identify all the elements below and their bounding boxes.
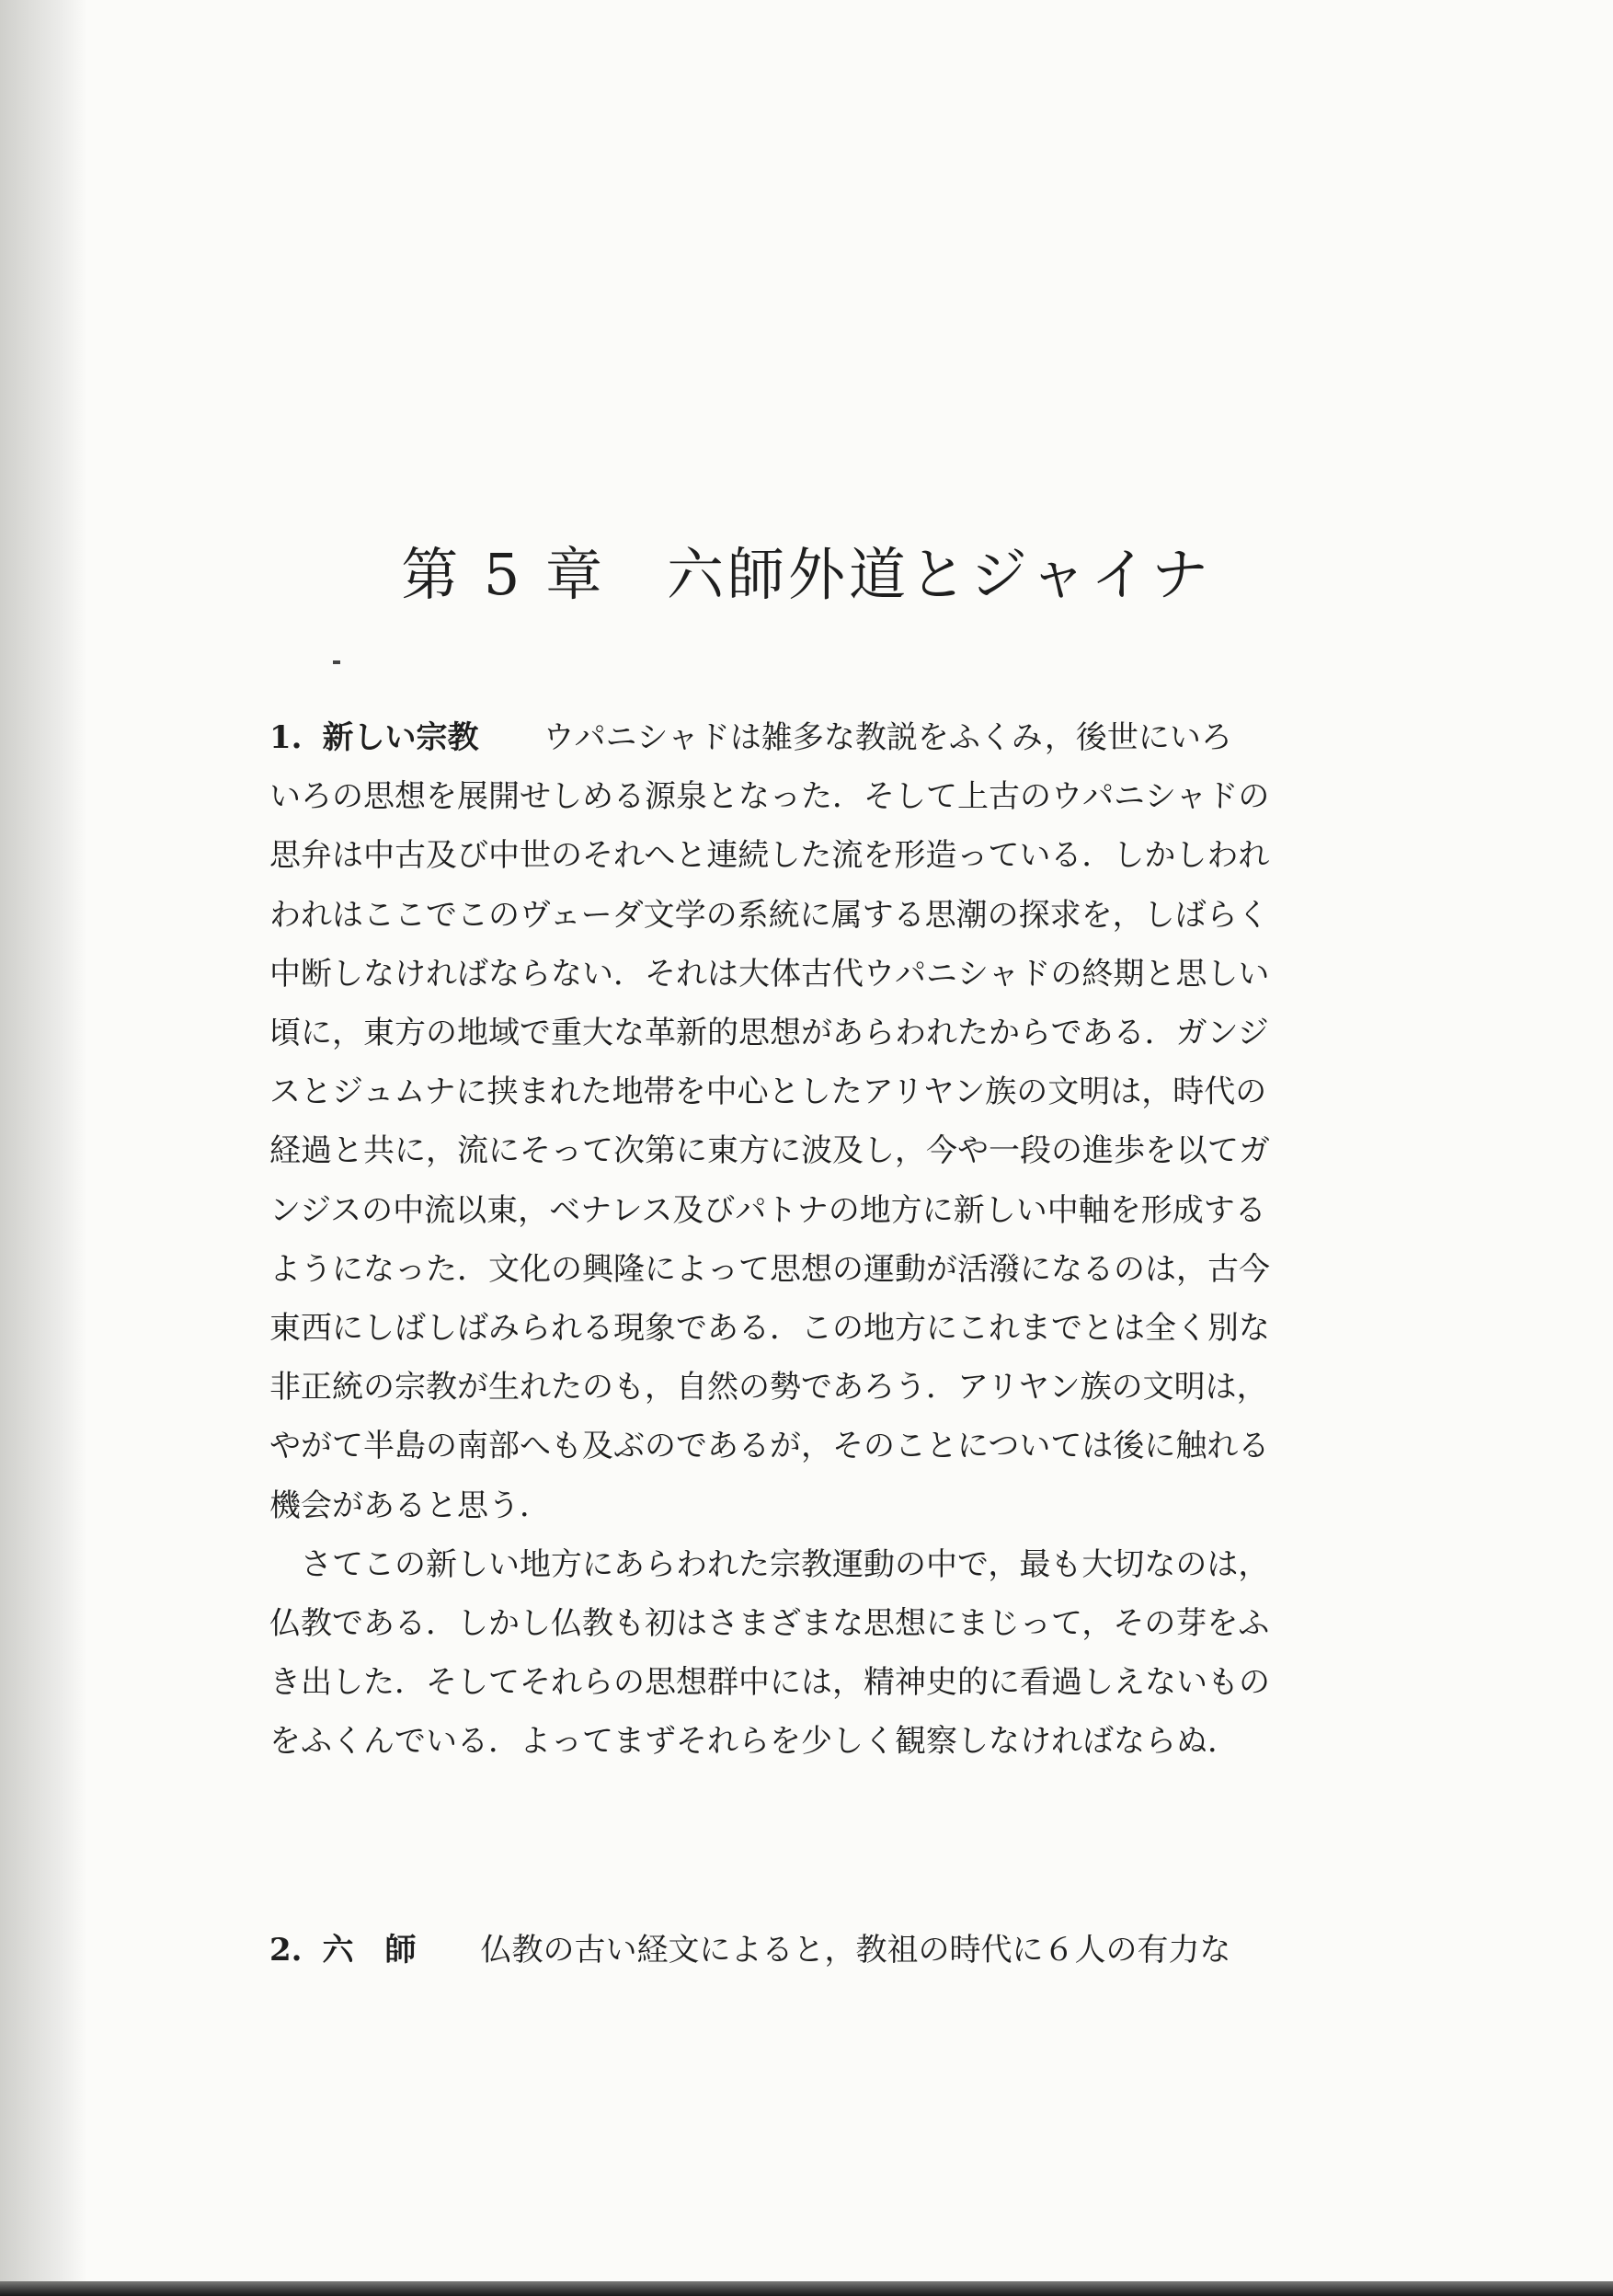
section-1-line: いろの思想を展開せしめる源泉となった．そして上古のウパニシャドの [269,778,1270,816]
section-1-number: 1. [269,719,303,756]
section-1-line: やがて半島の南部へも及ぶのであるが，そのことについては後に触れる [269,1428,1270,1465]
chapter-title: 第 5 章 六師外道とジャイナ [401,541,1212,608]
section-1-para2-line: さてこの新しい地方にあらわれた宗教運動の中で，最も大切なのは， [301,1545,1270,1583]
section-1-line: ウパニシャドは雑多な教説をふくみ，後世にいろ [543,719,1232,756]
page-bottom-edge [0,2281,1613,2296]
section-2-number: 2. [269,1932,303,1969]
section-1-heading: 新しい宗教 [322,719,479,756]
section-1-line: 東西にしばしばみられる現象である．この地方にこれまでとは全く別な [269,1310,1270,1348]
binding-gutter-shadow [0,0,87,2296]
section-1-para2-line: をふくんでいる．よってまずそれらを少しく観察しなければならぬ． [269,1723,1239,1761]
section-1-para2-line: き出した．そしてそれらの思想群中には，精神史的に看過しえないもの [269,1664,1270,1702]
section-2-body [269,1921,1345,1980]
section-1-line: ンジスの中流以東，ベナレス及びパトナの地方に新しい中軸を形成する [269,1191,1266,1229]
section-1-line: われはここでこのヴェーダ文学の系統に属する思潮の探求を，しばらく [269,896,1269,934]
section-1-line: 頃に，東方の地域で重大な革新的思想があらわれたからである．ガンジ [269,1015,1269,1052]
section-2-first-line [269,1921,1345,1980]
section-1-line: ようになった．文化の興隆によって思想の運動が活潑になるのは，古今 [269,1250,1270,1288]
section-1-line: 非正統の宗教が生れたのも，自然の勢であろう．アリヤン族の文明は， [269,1369,1268,1406]
section-1-para2-line: 仏教である．しかし仏教も初はさまざまな思想にまじって，その芽をふ [269,1605,1270,1643]
section-1-line: 思弁は中古及び中世のそれへと連続した流を形造っている．しかしわれ [269,837,1270,875]
section-1-line: スとジュムナに挟まれた地帯を中心としたアリヤン族の文明は，時代の [269,1073,1267,1111]
section-1-first-line [269,708,1345,767]
section-2-heading: 六 師 [322,1932,417,1969]
section-1-line: 経過と共に，流にそって次第に東方に波及し，今や一段の進歩を以てガ [269,1132,1270,1170]
stray-ink-mark [333,660,340,664]
section-2-line: 仏教の古い経文によると，教祖の時代に６人の有力な [480,1932,1231,1969]
section-1-line: 機会があると思う． [269,1487,551,1524]
section-1-body [269,708,1345,1772]
section-1-line: 中断しなければならない．それは大体古代ウパニシャドの終期と思しい [269,955,1270,993]
